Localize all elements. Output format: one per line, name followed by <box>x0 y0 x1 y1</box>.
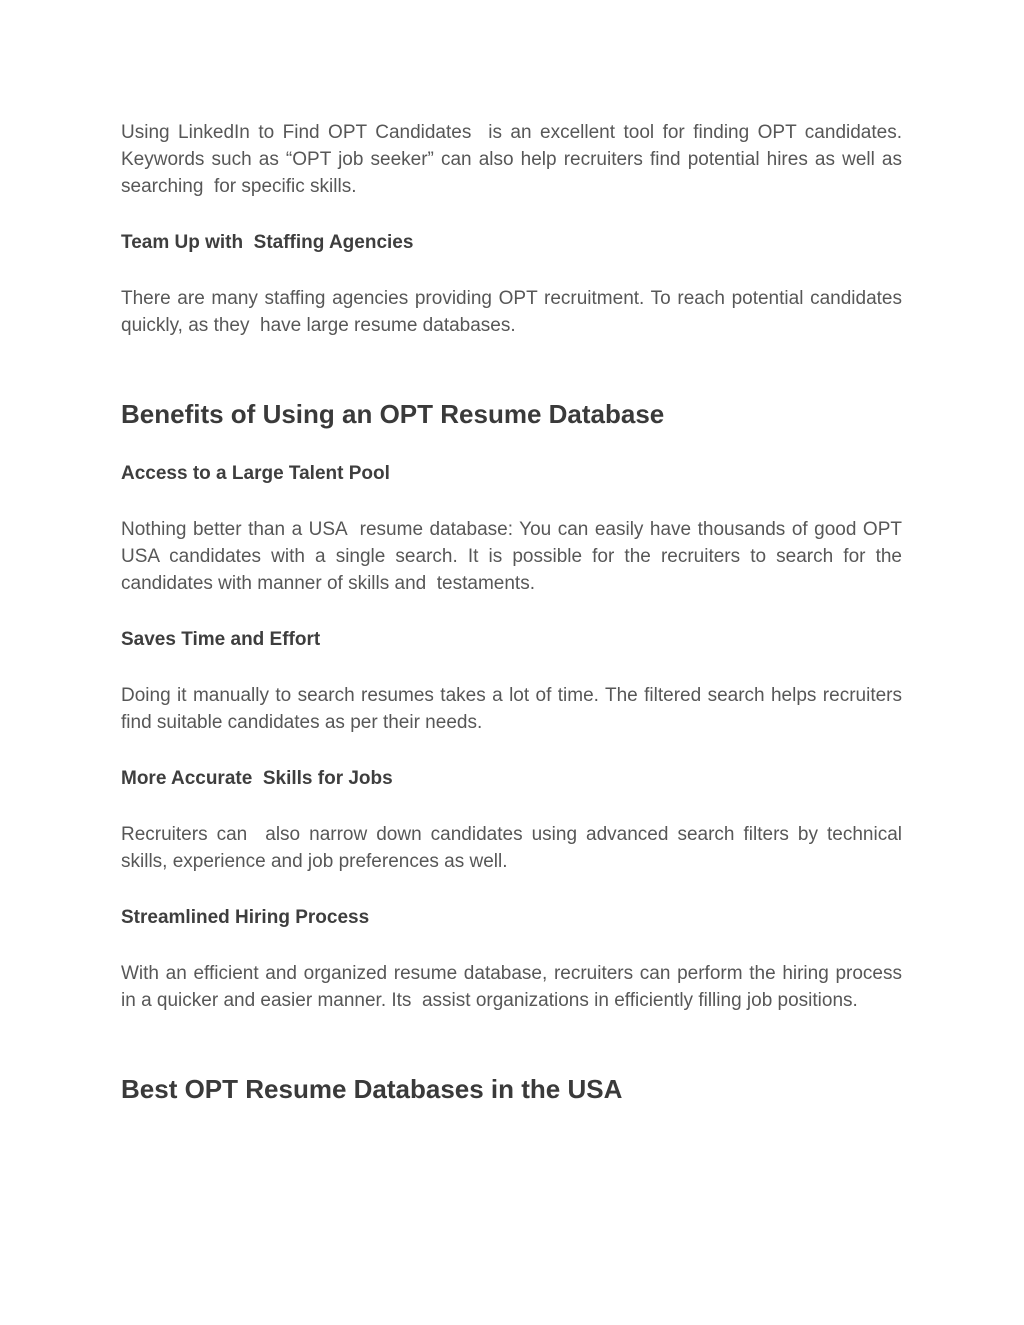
team-up-paragraph: There are many staffing agencies providing OPT recruitment. To reach potential candidates quickly, as they have large resume databases. <box>121 288 908 336</box>
heading-benefits-of-opt-resume-database: Benefits of Using an OPT Resume Database <box>121 399 665 429</box>
talent-pool-paragraph: Nothing better than a USA resume database: You can easily have thousands of good OPT USA candidates with a single search. It is possible for the recruiters to search for the candidates with manner of skills and testaments. <box>121 519 908 594</box>
saves-time-paragraph: Doing it manually to search resumes takes a lot of time. The filtered search helps recruiters find suitable candidates as per their needs. <box>121 685 908 733</box>
heading-team-up-with-staffing-agencies: Team Up with Staffing Agencies <box>121 232 414 253</box>
streamlined-paragraph: With an efficient and organized resume database, recruiters can perform the hiring process in a quicker and easier manner. Its assist organizations in efficiently filling job positions. <box>121 963 908 1011</box>
heading-access-large-talent-pool: Access to a Large Talent Pool <box>121 463 390 484</box>
heading-saves-time-and-effort: Saves Time and Effort <box>121 629 321 650</box>
accurate-skills-paragraph: Recruiters can also narrow down candidates using advanced search filters by technical skills, experience and job preferences as well. <box>121 824 908 872</box>
intro-paragraph: Using LinkedIn to Find OPT Candidates is an excellent tool for finding OPT candidates. Keywords such as “OPT job seeker” can also help recruiters find potential hires as well as searching for specific skills. <box>121 122 908 197</box>
heading-streamlined-hiring-process: Streamlined Hiring Process <box>121 907 370 928</box>
heading-best-opt-resume-databases: Best OPT Resume Databases in the USA <box>121 1074 623 1104</box>
heading-more-accurate-skills: More Accurate Skills for Jobs <box>121 768 393 789</box>
